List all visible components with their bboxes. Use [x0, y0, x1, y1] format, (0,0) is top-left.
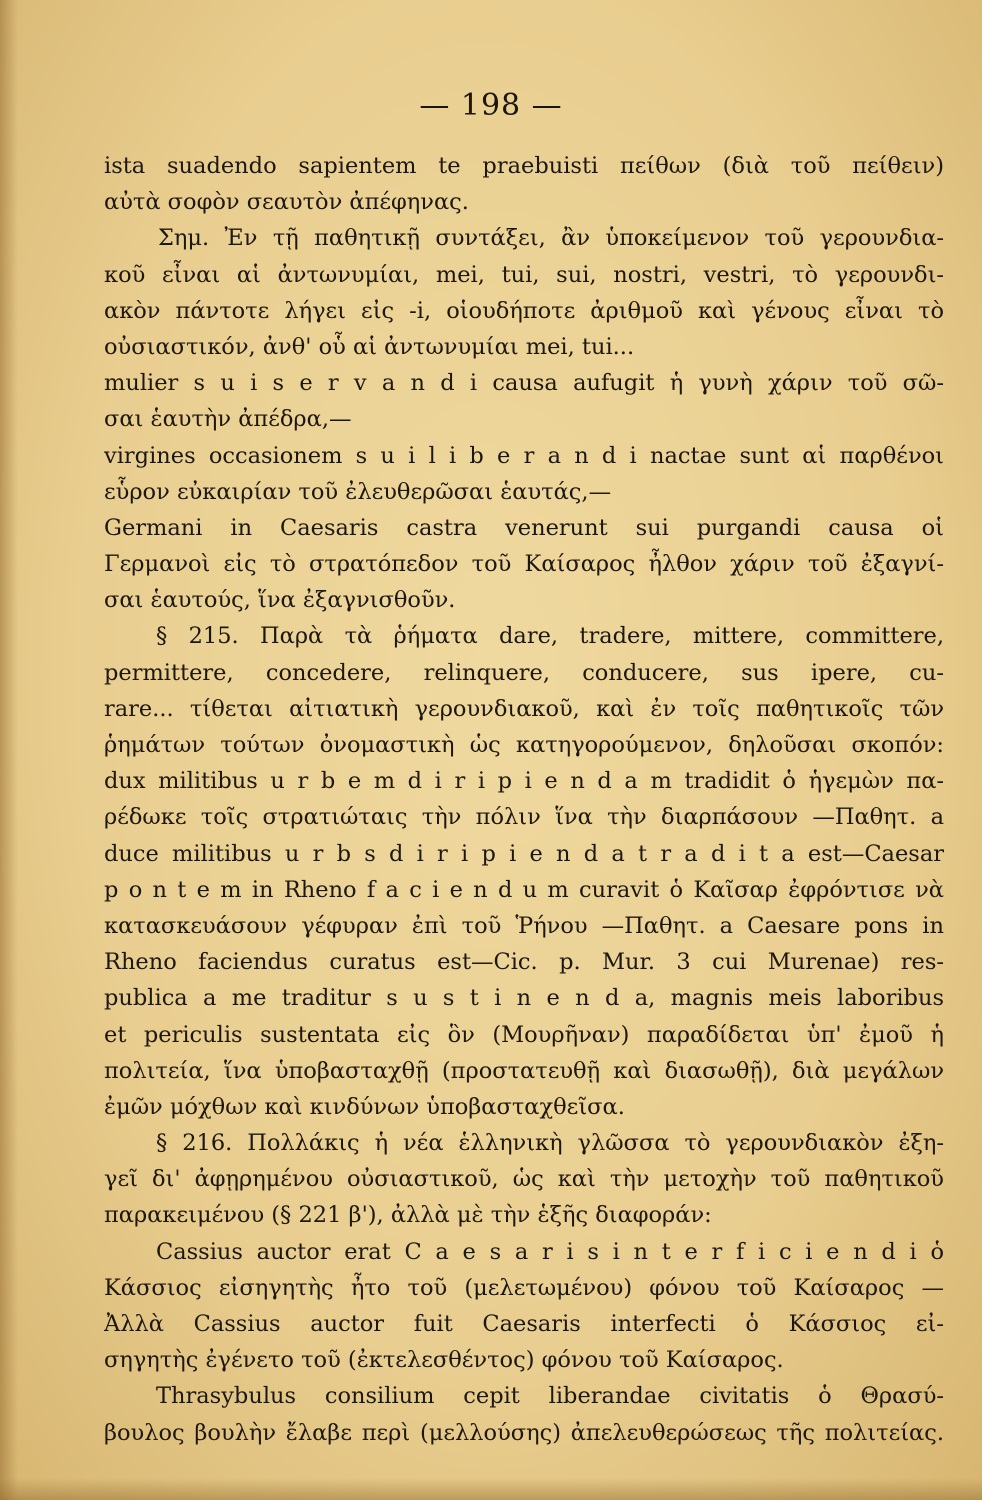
text-line: σαι ἑαυτούς, ἵνα ἐξαγνισθοῦν.: [104, 587, 456, 614]
text-line: Γερμανοὶ εἰς τὸ στρατόπεδον τοῦ Καίσαρος ἦλθον χάριν τοῦ ἐξαγνί-: [104, 551, 944, 578]
text-line: εὗρον εὐκαιρίαν τοῦ ἐλευθερῶσαι ἑαυτάς,—: [104, 478, 612, 505]
text-line: mulier s u i s e r v a n d i causa aufugit ἡ γυνὴ χάριν τοῦ σῶ-: [104, 370, 944, 397]
text-line: dux militibus u r b e m d i r i p i e n d a m tradidit ὁ ἡγεμὼν πα-: [104, 768, 944, 795]
page-edge-shadow: [0, 0, 18, 1500]
text-line: Thrasybulus consilium cepit liberandae civitatis ὁ Θρασύ-: [156, 1383, 944, 1410]
text-line: σαι ἑαυτὴν ἀπέδρα,—: [104, 406, 352, 433]
text-line: Rheno faciendus curatus est—Cic. p. Mur. 3 cui Murenae) res-: [104, 949, 944, 976]
text-line: αὐτὰ σοφὸν σεαυτὸν ἀπέφηνας.: [104, 189, 469, 216]
text-line: et periculis sustentata εἰς ὃν (Μουρῆναν) παραδίδεται ὑπ' ἐμοῦ ἡ: [104, 1021, 944, 1048]
text-line: ρέδωκε τοῖς στρατιώταις τὴν πόλιν ἵνα τὴν διαρπάσουν —Παθητ. a: [104, 804, 944, 831]
text-line: p o n t e m in Rheno f a c i e n d u m curavit ὁ Καῖσαρ ἐφρόντισε νὰ: [104, 876, 944, 903]
text-line: κοῦ εἶναι αἱ ἀντωνυμίαι, mei, tui, sui, nostri, vestri, τὸ γερουνδι-: [104, 261, 944, 288]
text-line: πολιτεία, ἵνα ὑποβασταχθῇ (προστατευθῇ καὶ διασωθῇ), διὰ μεγάλων: [104, 1057, 944, 1084]
text-line: ῥημάτων τούτων ὀνομαστικὴ ὡς κατηγορούμενον, δηλοῦσαι σκοπόν:: [104, 732, 944, 758]
text-line: publica a me traditur s u s t i n e n d a, magnis meis laboribus: [104, 985, 944, 1012]
text-line: § 216. Πολλάκις ἡ νέα ἑλληνικὴ γλῶσσα τὸ γερουνδιακὸν ἐξη-: [156, 1130, 944, 1157]
text-line: rare... τίθεται αἰτιατικὴ γερουνδιακοῦ, καὶ ἐν τοῖς παθητικοῖς τῶν: [104, 695, 944, 722]
text-line: ista suadendo sapientem te praebuisti πείθων (διὰ τοῦ πείθειν): [104, 153, 944, 179]
text-line: κατασκευάσουν γέφυραν ἐπὶ τοῦ Ῥήνου —Παθητ. a Caesare pons in: [104, 912, 944, 939]
text-line: παρακειμένου (§ 221 β'), ἀλλὰ μὲ τὴν ἑξῆς διαφοράν:: [104, 1202, 712, 1229]
text-line: Germani in Caesaris castra venerunt sui purgandi causa οἱ: [104, 514, 944, 541]
text-line: Ἀλλὰ Cassius auctor fuit Caesaris interfecti ὁ Κάσσιος εἰ-: [104, 1311, 944, 1337]
page-number: — 198 —: [419, 88, 563, 123]
text-line: § 215. Παρὰ τὰ ῥήματα dare, tradere, mittere, committere,: [156, 623, 944, 650]
page-bottom-shadow: [0, 1478, 982, 1500]
text-line: Cassius auctor erat C a e s a r i s i n t e r f i c i e n d i ὁ: [156, 1238, 944, 1265]
text-line: permittere, concedere, relinquere, conducere, sus ipere, cu-: [104, 659, 944, 686]
text-line: virgines occasionem s u i l i b e r a n d i nactae sunt αἱ παρθένοι: [104, 442, 944, 469]
text-line: duce militibus u r b s d i r i p i e n d a t r a d i t a est—Caesar: [104, 840, 944, 867]
text-line: οὐσιαστικόν, ἀνθ' οὗ αἱ ἀντωνυμίαι mei, tui...: [104, 333, 635, 360]
text-line: Σημ. Ἐν τῇ παθητικῇ συντάξει, ἂν ὑποκείμενον τοῦ γερουνδια-: [158, 225, 944, 252]
text-line: σηγητὴς ἐγένετο τοῦ (ἐκτελεσθέντος) φόνου τοῦ Καίσαρος.: [104, 1347, 784, 1374]
text-line: Κάσσιος εἰσηγητὴς ἦτο τοῦ (μελετωμένου) φόνου τοῦ Καίσαρος —: [104, 1274, 944, 1301]
text-line: βουλος βουλὴν ἔλαβε περὶ (μελλούσης) ἀπελευθερώσεως τῆς πολιτείας.: [104, 1419, 944, 1446]
text-line: ακὸν πάντοτε λήγει εἰς -i, οἱουδήποτε ἀριθμοῦ καὶ γένους εἶναι τὸ: [104, 297, 944, 324]
text-line: ἐμῶν μόχθων καὶ κινδύνων ὑποβασταχθεῖσα.: [104, 1093, 625, 1120]
body-text: [104, 148, 944, 1451]
text-line: γεῖ δι' ἀφῃρημένου οὐσιαστικοῦ, ὡς καὶ τὴν μετοχὴν τοῦ παθητικοῦ: [104, 1166, 944, 1193]
